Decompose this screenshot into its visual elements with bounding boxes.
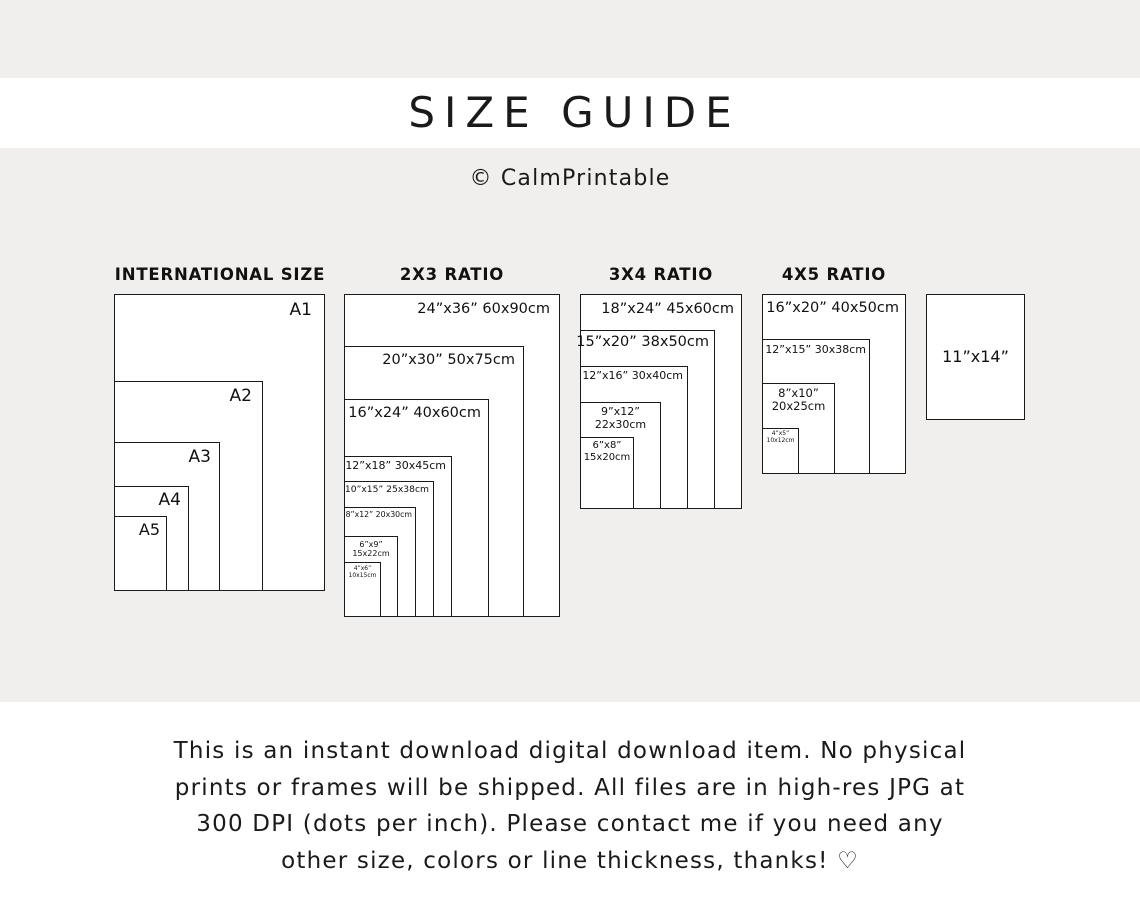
footer-notice (130, 733, 1010, 879)
label-11x14: 11”x14” (942, 347, 1009, 366)
label-4x5: 4”x5” 10x12cm (766, 430, 795, 444)
label-a2: A2 (229, 386, 252, 406)
label-a1: A1 (289, 300, 312, 320)
title-band (0, 78, 1140, 148)
footer-line-2: prints or frames will be shipped. All files are in high-res JPG at (174, 774, 966, 801)
heading-4x5-ratio: 4X5 RATIO (781, 265, 887, 284)
label-24x36: 24”x36” 60x90cm (417, 301, 550, 317)
label-6x8: 6”x8” 15x20cm (583, 440, 631, 463)
label-8x10: 8”x10” 20x25cm (771, 386, 826, 414)
frame-4x5 (762, 428, 799, 474)
label-20x30: 20”x30” 50x75cm (382, 352, 515, 368)
label-a3: A3 (188, 447, 211, 467)
frame-4x6 (344, 562, 381, 617)
frame-6x8 (580, 437, 634, 509)
label-15x20: 15”x20” 38x50cm (576, 334, 709, 350)
label-16x20: 16”x20” 40x50cm (766, 300, 899, 316)
frame-a5 (114, 516, 167, 591)
label-8x12: 8”x12” 20x30cm (345, 510, 412, 519)
label-12x15: 12”x15” 30x38cm (765, 343, 866, 356)
frame-11x14 (926, 294, 1025, 420)
footer-line-1: This is an instant download digital download item. No physical (173, 738, 967, 764)
label-12x18: 12”x18” 30x45cm (345, 459, 446, 472)
top-band (0, 0, 1140, 78)
heading-3x4-ratio: 3X4 RATIO (608, 265, 714, 284)
label-9x12: 9”x12” 22x30cm (594, 405, 647, 431)
footer-line-4: other size, colors or line thickness, thanks! ♡ (281, 847, 859, 874)
label-10x15: 10”x15” 25x38cm (344, 484, 429, 495)
heading-2x3-ratio: 2X3 RATIO (399, 265, 505, 284)
copyright-text: © CalmPrintable (469, 166, 671, 191)
label-4x6: 4”x6” 10x15cm (348, 565, 377, 579)
label-16x24: 16”x24” 40x60cm (348, 405, 481, 421)
footer-line-3: 300 DPI (dots per inch). Please contact me if you need any (196, 811, 944, 837)
label-12x16: 12”x16” 30x40cm (582, 369, 683, 382)
label-a4: A4 (158, 490, 181, 510)
label-18x24: 18”x24” 45x60cm (601, 301, 734, 317)
label-6x9: 6”x9” 15x22cm (352, 540, 390, 559)
page-title: SIZE GUIDE (408, 88, 741, 137)
heading-international-size: INTERNATIONAL SIZE (114, 265, 326, 284)
label-a5: A5 (138, 520, 160, 539)
